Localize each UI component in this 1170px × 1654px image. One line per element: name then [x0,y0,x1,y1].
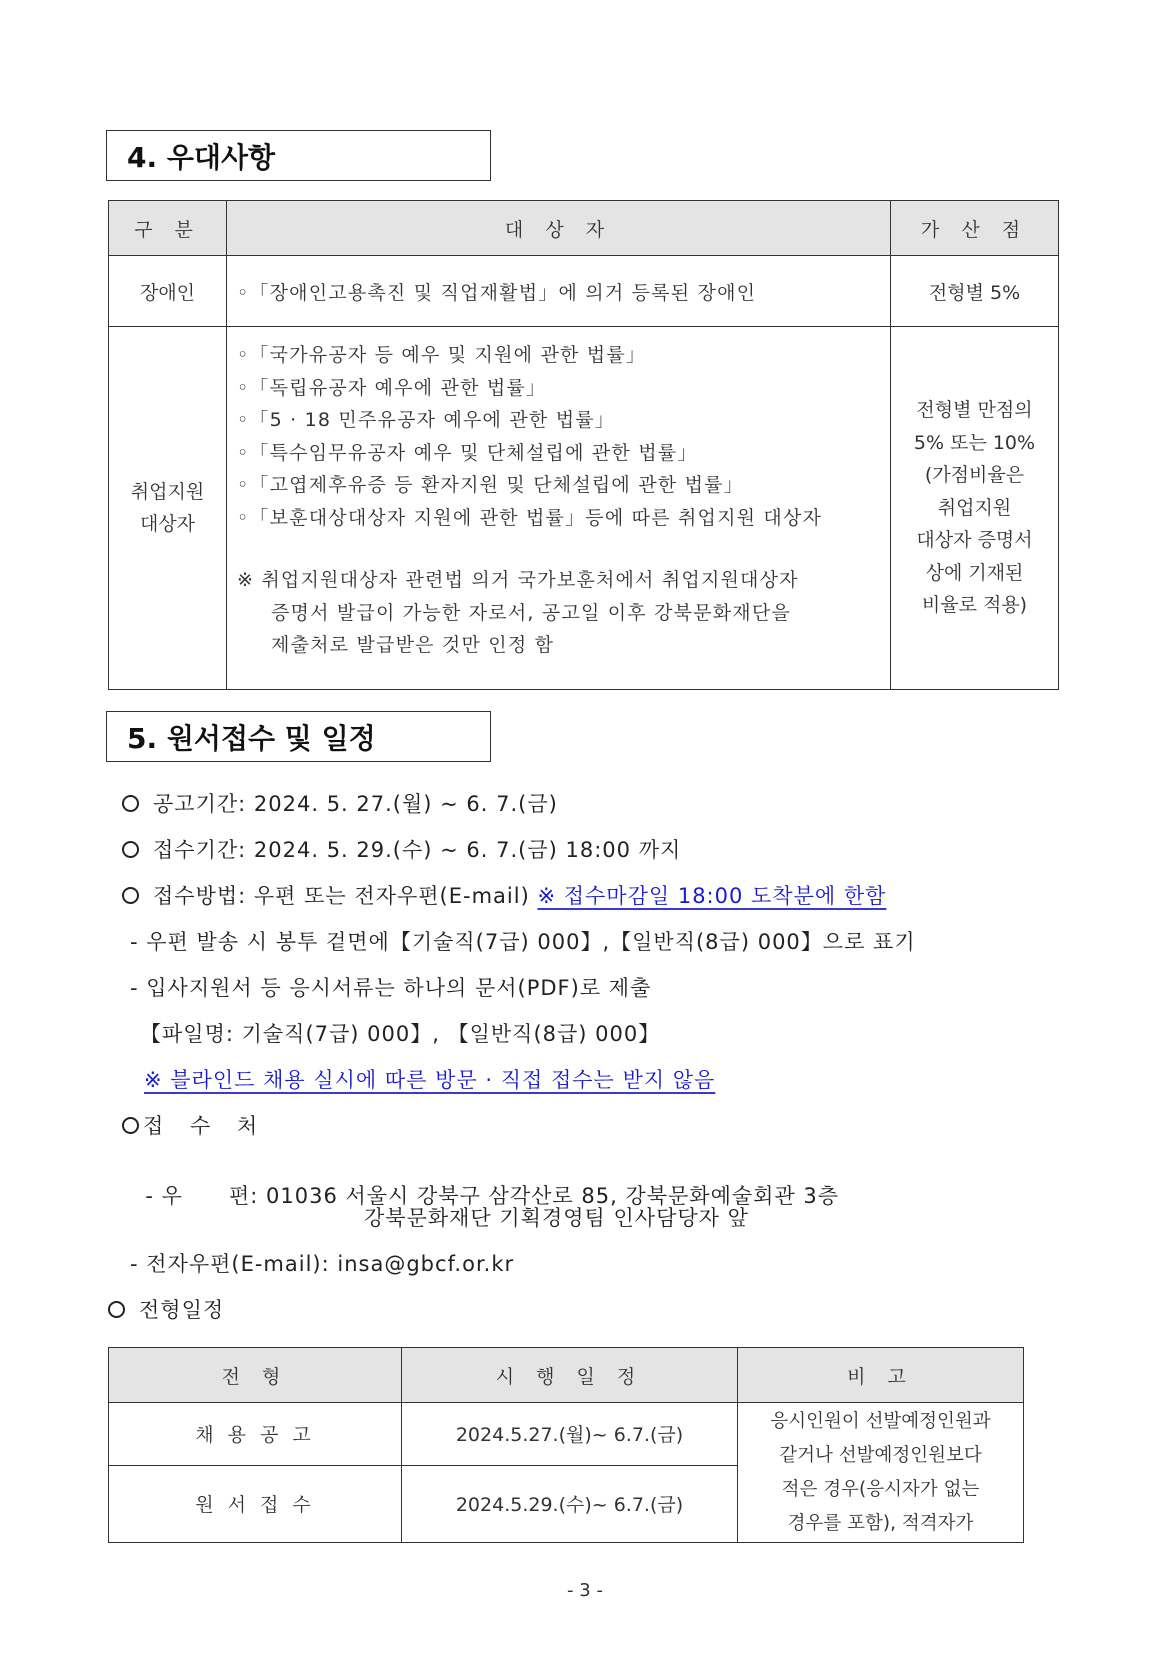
circle-bullet-icon [122,841,139,858]
mail-envelope-note: - 우편 발송 시 봉투 겉면에【기술직(7급) 000】,【일반직(8급) 000】으로 표기 [130,930,916,954]
section-4-heading [106,130,491,181]
circle-bullet-icon [122,795,139,812]
receipt-period: 접수기간: 2024. 5. 29.(수) ~ 6. 7.(금) 18:00 까지 [122,834,681,864]
category-disabled: 장애인 [109,256,227,327]
page-number: - 3 - [567,1580,603,1601]
pdf-submission-note: - 입사지원서 등 응시서류는 하나의 문서(PDF)로 제출 [130,976,652,1000]
date-application: 2024.5.29.(수)~ 6.7.(금) [402,1465,738,1542]
law-item: ◦「보훈대상대상자 지원에 관한 법률」등에 따른 취업지원 대상자 [237,506,823,529]
law-item: ◦「5 · 18 민주유공자 예우에 관한 법률」 [237,409,615,431]
schedule-label: 전형일정 [108,1294,224,1324]
date-announcement: 2024.5.27.(월)~ 6.7.(금) [402,1403,738,1466]
law-item: ◦「국가유공자 등 예우 및 지원에 관한 법률」 [237,344,647,366]
employment-support-note: ※ 취업지원대상자 관련법 의거 국가보훈처에서 취업지원대상자 증명서 발급이 가능한 자로서, 공고일 이후 강북문화재단을 제출처로 발급받은 것만 인정 함 [237,569,799,656]
circle-bullet-icon [108,1301,125,1318]
announce-period: 공고기간: 2024. 5. 27.(월) ~ 6. 7.(금) [122,788,558,818]
deadline-note: ※ 접수마감일 18:00 도착분에 한함 [537,884,887,908]
stage-announcement: 채 용 공 고 [109,1403,402,1466]
law-item: ◦「고엽제후유증 등 환자지원 및 단체설립에 관한 법률」 [237,474,744,496]
header-remark: 비 고 [738,1348,1024,1403]
header-target: 대 상 자 [227,201,891,256]
target-disabled: ◦「장애인고용촉진 및 직업재활법」에 의거 등록된 장애인 [227,256,891,327]
header-date: 시 행 일 정 [402,1348,738,1403]
schedule-table [108,1347,1024,1543]
schedule-remark: 응시인원이 선발예정인원과 같거나 선발예정인원보다 적은 경우(응시자가 없는 경우를 포함), 적격자가 [738,1403,1024,1543]
header-category: 구 분 [109,201,227,256]
email-line: - 전자우편(E-mail): insa@gbcf.or.kr [130,1252,515,1276]
points-employment-support: 전형별 만점의 5% 또는 10% (가점비율은 취업지원 대상자 증명서 상에 기재된 비율로 적용) [891,327,1059,690]
target-employment-support [227,327,891,690]
receipt-place: 접 수 처 [122,1110,267,1140]
circle-bullet-icon [122,1117,139,1134]
email-address[interactable]: insa@gbcf.or.kr [337,1252,515,1276]
law-item: ◦「특수임무유공자 예우 및 단체설립에 관한 법률」 [237,441,698,464]
points-disabled: 전형별 5% [891,256,1059,327]
section-4-title: 4. 우대사항 [127,140,276,174]
header-stage: 전 형 [109,1348,402,1403]
section-5-heading [106,711,491,762]
filename-note: 【파일명: 기술직(7급) 000】, 【일반직(8급) 000】 [140,1022,661,1046]
postal-recipient: 강북문화재단 기획경영팀 인사담당자 앞 [364,1206,749,1230]
section-5-title: 5. 원서접수 및 일정 [127,721,376,755]
postal-address: - 우 편: 01036 서울시 강북구 삼각산로 85, 강북문화예술회관 3층 [145,1184,840,1208]
stage-application: 원 서 접 수 [109,1465,402,1542]
header-points: 가 산 점 [891,201,1059,256]
law-list [237,339,890,534]
law-item: ◦「독립유공자 예우에 관한 법률」 [237,376,547,399]
circle-bullet-icon [122,887,139,904]
receipt-method: 접수방법: 우편 또는 전자우편(E-mail) ※ 접수마감일 18:00 도착분에 한함 [122,880,886,910]
preference-table [108,200,1059,690]
blind-recruitment-note: ※ 블라인드 채용 실시에 따른 방문 · 직접 접수는 받지 않음 [144,1068,716,1092]
category-employment-support: 취업지원 대상자 [109,327,227,690]
